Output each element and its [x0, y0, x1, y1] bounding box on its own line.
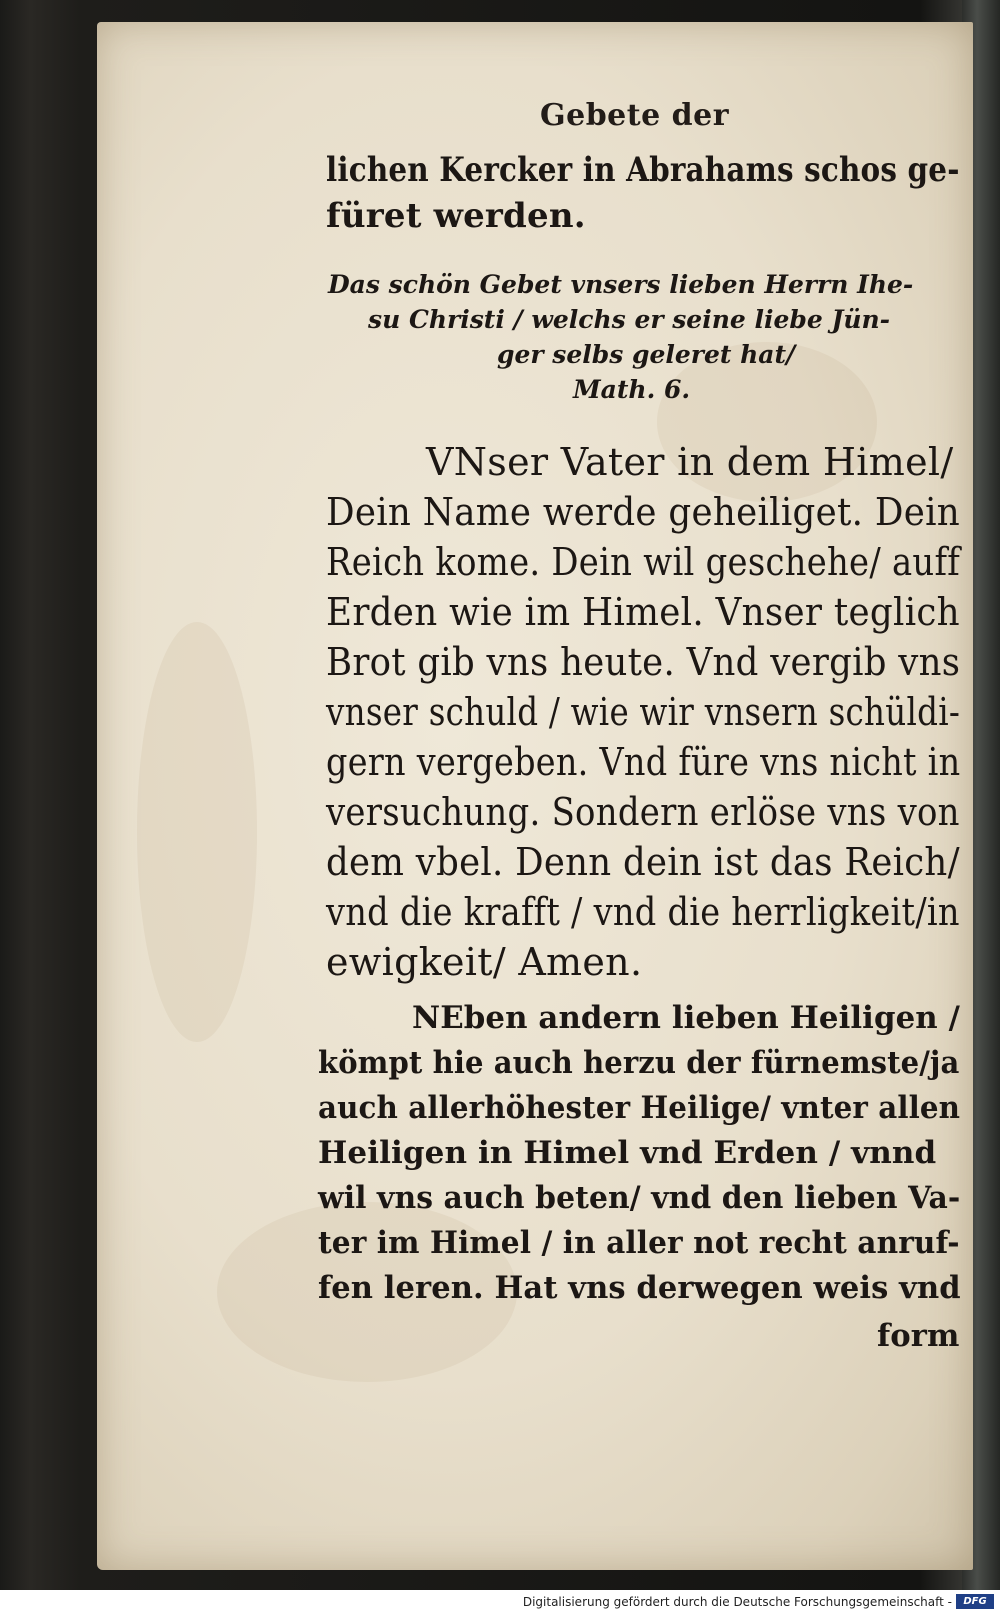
text-line: Heiligen in Himel vnd Erden / vnnd [318, 1135, 937, 1171]
text-line: füret werden. [326, 196, 586, 236]
text-line: ter im Himel / in aller not recht anruf- [318, 1225, 960, 1261]
text-line: ewigkeit/ Amen. [326, 940, 643, 984]
title-line: Das schön Gebet vnsers lieben Herrn Ihe- [328, 270, 914, 299]
title-line: ger selbs geleret hat/ [497, 340, 796, 369]
text-line: wil vns auch beten/ vnd den lieben Va- [318, 1180, 961, 1216]
catchword: form [877, 1318, 960, 1354]
text-line: auch allerhöhester Heilige/ vnter allen [318, 1090, 961, 1126]
title-line: Math. 6. [573, 375, 691, 404]
text-line: vnser schuld / wie wir vnsern schüldi- [326, 690, 961, 734]
paper-stain [137, 622, 257, 1042]
text-line: Reich kome. Dein wil geschehe/ auff [326, 540, 961, 584]
text-line: Dein Name werde geheiliget. Dein [326, 490, 961, 534]
text-line: dem vbel. Denn dein ist das Reich/ [326, 840, 960, 884]
text-line: vnd die krafft / vnd die herrligkeit/in [326, 890, 960, 934]
text-line: gern vergeben. Vnd füre vns nicht in [326, 740, 961, 784]
text-line: Erden wie im Himel. Vnser teglich [326, 590, 960, 634]
text-line: kömpt hie auch herzu der fürnemste/ja [318, 1045, 960, 1081]
dfg-logo: DFG [956, 1594, 994, 1609]
text-line: lichen Kercker in Abrahams schos ge- [326, 150, 960, 190]
text-line: VNser Vater in dem Himel/ [426, 440, 954, 484]
text-line: Brot gib vns heute. Vnd vergib vns [326, 640, 961, 684]
text-line: NEben andern lieben Heiligen / [412, 1000, 960, 1036]
text-line: versuchung. Sondern erlöse vns von [326, 790, 960, 834]
running-head: Gebete der [540, 98, 730, 133]
digitization-credit: Digitalisierung gefördert durch die Deutsche Forschungsgemeinschaft - [522, 1595, 952, 1609]
text-line: fen leren. Hat vns derwegen weis vnd [318, 1270, 961, 1306]
title-line: su Christi / welchs er seine liebe Jün- [368, 305, 891, 334]
